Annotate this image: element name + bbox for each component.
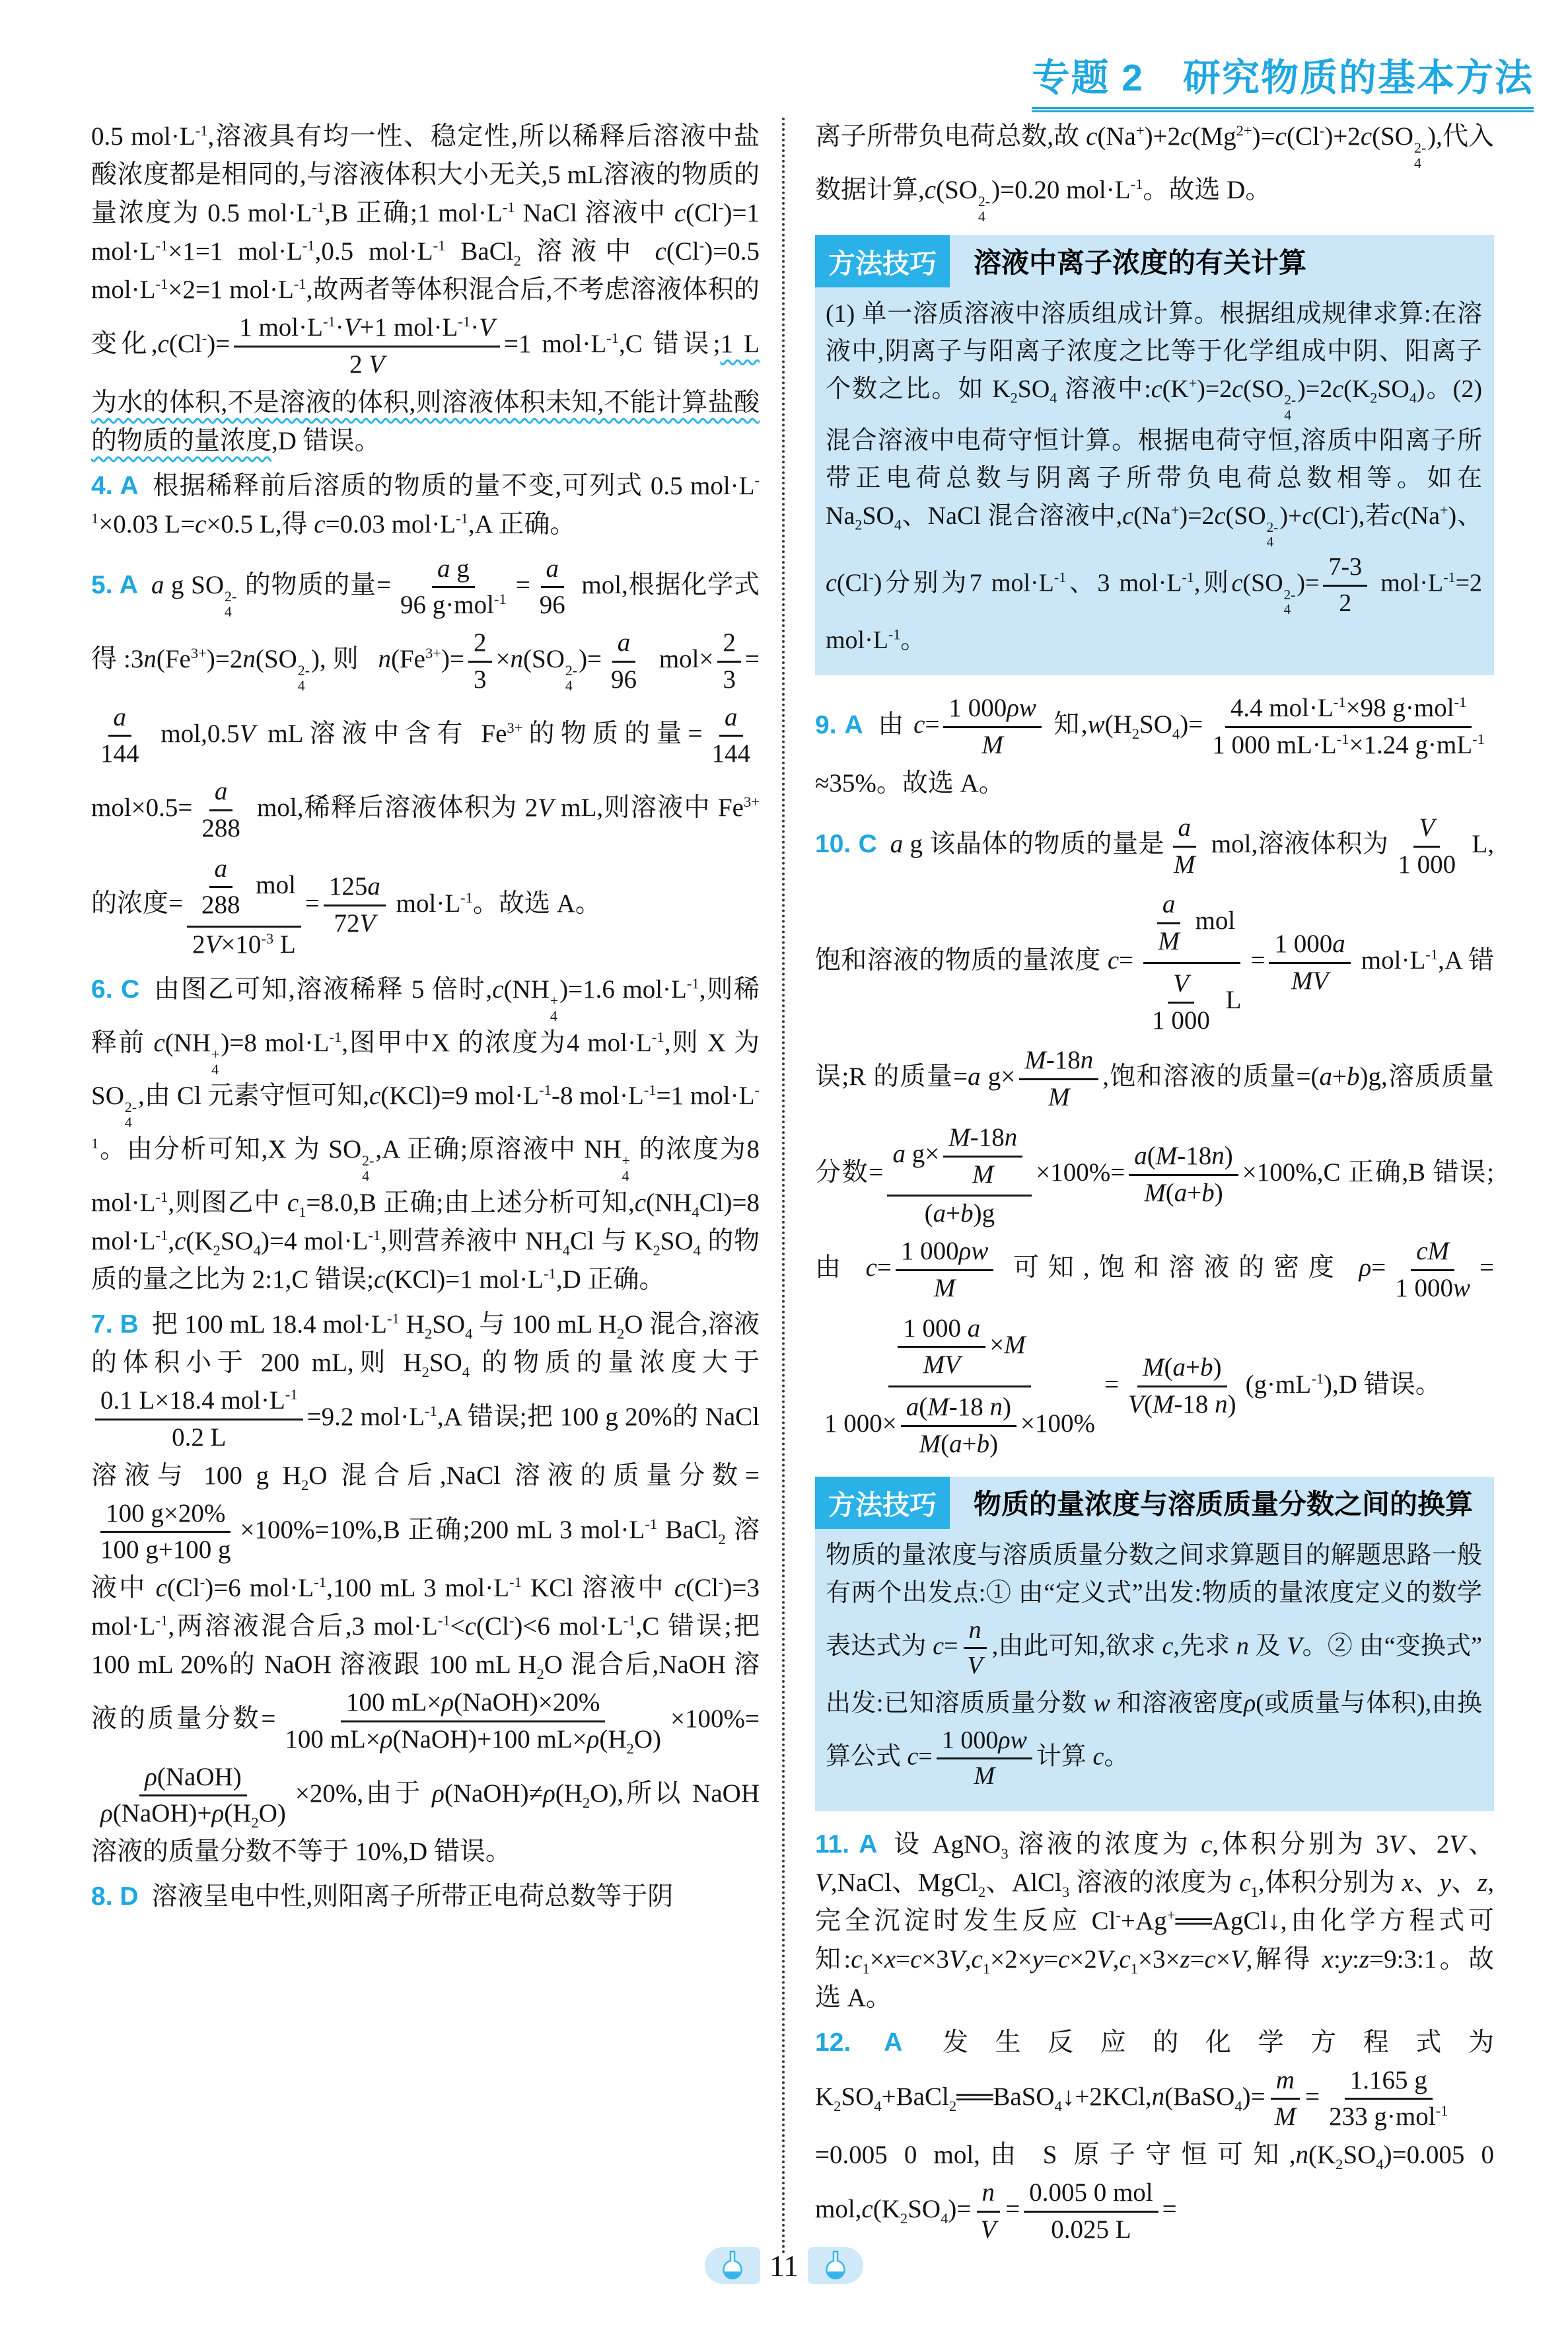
answer-paragraph: 5. A a g SO 2- 4 的物质的量= $\frac{\text{a g}}{96 g\cdot mol^{-1}}$ = $\frac{a}{96}$ mol,根据化学式得$:3n(Fe^{3+})=2n(SO$ 2- 4 ),则 $n(Fe^{3+})=$ $\frac{2}{3}$ ×n(SO 2- 4 )= $\frac{a}{96}$ mol× $\frac{2}{3}$ = $\frac{a}{144}$ mol,0.5V mL溶液中含有 $Fe^{3+}$的物质的量= $\frac{a}{144}$ mol×0.5= $\frac{a}{288}$ mol,稀释后溶液体积为 2V mL,则溶液中 $Fe^{3+}$ 的浓度= $\frac{a}{288}$ mol $2V\times 10^{-3}$ L = $\frac{125a}{72V}$ $mol\cdot L^{-1}$。故选 A。 — [91, 554, 760, 959]
answer-paragraph: 7. B 把 100 mL 18.4 $mol\cdot L^{-1}$ $H_2SO_4$ 与 100 mL $H_2O$ 混合,溶液的体积小于 200 mL,则 $H_2SO_4$ 的物质的量浓度大于 $\frac{0.1 L\times 18.4 mol\cdot L^{-1}}{0.2 L}$ =9.2 $mol\cdot L^{-1},A$ 错误;把 100 g 20%的 NaCl 溶液与 100 g $H_2O$ 混合后,NaCl 溶液的质量分数= $\frac{100 g\times 20\%}{100 g+100 g}$ ×100%=10%,B 正确;200 mL 3 $mol\cdot L^{-1}$ BaCl$_2$ 溶液中 c(Cl-)=6 $mol\cdot L^{-1},100$ mL 3 $mol\cdot L^{-1}$ KCl 溶液中 c(Cl-)=3 $mol\cdot L^{-1}$,两溶液混合后,3 $mol\cdot L^{-1}<c(Cl^-)<6$ $mol\cdot L^{-1},C$ 错误;把 100 mL 20%的 NaOH 溶液跟 100 mL $H_2O$ 混合后,NaOH 溶液的质量分数= $\frac{\text{100 mL×ρ(NaOH)×20\%}}{100 mL\times\rho(NaOH)+100 mL\times\rho(H_2O)}$ ×100%= $\frac{\text{ρ(NaOH)}}{\rho(NaOH)+\rho(H_2O)}$ ×20%,由于 $\rho(NaOH)\ne\rho(H_2O)$,所以 NaOH 溶液的质量分数不等于 10%,D 错误。 — [91, 1310, 760, 1866]
answer-paragraph: 8. D 溶液呈电中性,则阳离子所带正电荷总数等于阴 — [91, 1882, 674, 1911]
method-tip-header — [815, 235, 1494, 287]
answer-number: 11. A — [815, 1829, 878, 1859]
page-title: 专题 2 研究物质的基本方法 — [1032, 48, 1534, 112]
left-column — [91, 118, 760, 1923]
answer-paragraph: 6. C 由图乙可知,溶液稀释 5 倍时,c(NH + 4 )=1.6 $mol\cdot L^{-1}$,则稀释前 c(NH + 4 )=8 $mol\cdot L^{-1}$,图甲中X 的浓度为4 $mol\cdot L^{-1}$,则 X 为 SO 2- 4 ,由 Cl 元素守恒可知,c(KCl)=9 $mol\cdot L^{-1}-8$ $mol\cdot L^{-1}=1$ $mol\cdot L^{-1}$。由分析可知,X 为 SO 2- 4 ,A 正确;原溶液中 NH + 4 的浓度为8 $mol\cdot L^{-1}$,则图乙中 $c_1=8.0,B$ 正确;由上述分析可知$,c(NH_4Cl)=8$ $mol\cdot L^{-1},c(K_2SO_4)=4$ $mol\cdot L^{-1}$,则营养液中 $NH_4Cl$ 与 $K_2SO_4$ 的物质的量之比为 2:1,C 错误;c(KCl)=1 $mol\cdot L^{-1},D$ 正确。 — [91, 975, 760, 1294]
answer-paragraph: 11. A 设 AgNO$_3$ 溶液的浓度为 c,体积分别为 3V、2V、V,NaCl、MgCl$_2$、AlCl$_3$ 溶液的浓度为 $c_1$,体积分别为 x、y、z,完全沉淀时发生反应 Cl-+Ag+══AgCl↓,由化学方程式可知$:c_1\times x=c\times 3V,c_1\times 2\times y=c\times 2V,c_1\times 3\times z=c\times V$,解得 x:y:z=9:3:1。故选 A。 — [815, 1829, 1494, 2012]
method-tip-box — [815, 1477, 1494, 1811]
answer-number: 10. C — [815, 830, 877, 859]
method-tip-label: 方法技巧 — [815, 235, 950, 287]
answer-paragraph: 12. A 发生反应的化学方程式为 $K_2SO_4+BaCl_2══BaSO_4↓+2KCl,n(BaSO_4)=$ $\frac{m}{M}$ = $\frac{1.165 g}{233 g\cdot mol^{-1}}$ =0.005 0 mol,由 S 原子守恒可知$,n(K_2SO_4)=0.005$ 0 $mol,c(K_2SO_4)=$ $\frac{n}{V}$ = $\frac{\text{0.005 0 mol}}{0.025 L}$ = — [815, 2028, 1495, 2244]
answer-number: 4. A — [91, 471, 139, 500]
answer-paragraph: 4. A 根据稀释前后溶质的物质的量不变,可列式 0.5 $mol\cdot L^{-1}\times 0.03$ L=c×0.5 L,得 c=0.03 $mol\cdot L^{-1},A$ 正确。 — [91, 471, 760, 538]
answer-number: 6. C — [91, 975, 140, 1004]
answer-number: 12. A — [815, 2028, 903, 2057]
answer-number: 8. D — [91, 1882, 139, 1911]
flask-icon — [808, 2247, 863, 2284]
answer-number: 5. A — [91, 570, 138, 599]
answer-number: 9. A — [815, 710, 863, 739]
method-tip-header — [815, 1477, 1494, 1529]
method-tip-body: 物质的量浓度与溶质质量分数之间求算题目的解题思路一般有两个出发点:① 由“定义式”出发:物质的量浓度定义的数学表达式为 c= $\frac{n}{V}$ ,由此可知,欲求 c,先求 n 及 V。② 由“变换式”出发:已知溶质质量分数 w 和溶液密度ρ(或质量与体积),由换算公式 c= $\frac{1 000\rho w}{M}$ 计算 c。 — [826, 1541, 1482, 1790]
method-tip-body: (1) 单一溶质溶液中溶质组成计算。根据组成规律求算:在溶液中,阴离子与阳离子浓度之比等于化学组成中阴、阳离子个数之比。如 $K_2SO_4$ 溶液中:c(K+)=2c(SO 2- 4 )$=2c(K_2SO_4)$。(2) 混合溶液中电荷守恒计算。根据电荷守恒,溶质中阳离子所带正电荷总数与阴离子所带负电荷总数相等。如在 $Na_2SO_4$、NaCl 混合溶液中,c(Na+)=2c(SO 2- 4 )+c(Cl-),若c(Na+)、c(Cl-)分别为7 $mol\cdot L^{-1}$、3 $mol\cdot L^{-1}$,则c(SO 2- 4 )= $\frac{7-3}{2}$ $mol\cdot L^{-1}=2$ $mol\cdot L^{-1}$。 — [826, 299, 1483, 655]
method-tip-title: 溶液中离子浓度的有关计算 — [974, 247, 1307, 279]
page-number: 11 — [769, 2248, 799, 2283]
answer-paragraph: 9. A 由 c= $\frac{1 000\rho w}{M}$ 知$,w(H_2SO_4)=$ $\frac{4.4 mol\cdot L^{-1}\times 98 g\cdot mol^{-1}}{1 000 mL\cdot L^{-1}\times 1.24 g\cdot mL^{-1}}$ ≈35%。故选 A。 — [815, 694, 1485, 797]
answer-paragraph: 离子所带负电荷总数,故 $c(Na^+)+2c(Mg^{2+})=c(Cl^-)+2c(SO$ 2- 4 ),代入数据计算,c(SO 2- 4 )=0.20 $mol\cdot L^{-1}$。故选 D。 — [815, 122, 1494, 225]
answer-number: 7. B — [91, 1310, 139, 1339]
answer-paragraph: 10. C a g 该晶体的物质的量是 $\frac{a}{M}$ mol,溶液体积为 $\frac{V}{1 000}$ L,饱和溶液的物质的量浓度 c= $\frac{a}{M}$ mol $\frac{V}{1 000}$ L = $\frac{1 000a}{MV}$ $mol\cdot L^{-1},A$ 错误;R 的质量=a g× $\frac{M-18n}{M}$ ,饱和溶液的质量=(a+b)g,溶质质量分数= a g× $\frac{M-18n}{M}$ (a+b)g ×100%= $\frac{a(M-18n)}{M(a+b)}$ ×100%,C 正确,B 错误;由 c= $\frac{1 000\rho w}{M}$ 可知,饱和溶液的密度 ρ= $\frac{cM}{1 000w}$ = $\frac{1 000 a}{MV}$ ×M 1 000× $\frac{a(M-18 n)}{M(a+b)}$ ×100% = $\frac{M(a+b)}{V(M-18 n)}$ $(g\cdot mL^{-1}),D$ 错误。 — [815, 813, 1495, 1458]
page-footer — [0, 2247, 1568, 2284]
method-tip-box — [815, 235, 1494, 676]
method-tip-label: 方法技巧 — [815, 1477, 950, 1529]
page-content — [91, 118, 1505, 2256]
answer-paragraph: 0.5 $mol\cdot L^{-1}$,溶液具有均一性、稳定性,所以稀释后溶液中盐酸浓度都是相同的,与溶液体积大小无关,5 mL溶液的物质的量浓度为 0.5 $mol\cdot L^{-1},B$ 正确;1 $mol\cdot L^{-1}$ NaCl 溶液中 c(Cl-)=1 $mol\cdot L^{-1}\times 1=1$ $mol\cdot L^{-1},0.5$ $mol\cdot L^{-1}$ BaCl$_2$ 溶液中 c(Cl-)=0.5 $mol\cdot L^{-1}\times 2=1$ $mol\cdot L^{-1}$,故两者等体积混合后,不考虑溶液体积的变化,c(Cl-)= $\frac{1 mol\cdot L^{-1}\cdot V+1 mol\cdot L^{-1}\cdot V}{2 V}$ =1 $mol\cdot L^{-1},C$ 错误;1 L 为水的体积,不是溶液的体积,则溶液体积未知,不能计算盐酸的物质的量浓度,D 错误。 — [91, 122, 760, 455]
right-column — [782, 118, 1494, 2256]
flask-icon — [705, 2247, 760, 2284]
method-tip-title: 物质的量浓度与溶质质量分数之间的换算 — [974, 1489, 1474, 1520]
